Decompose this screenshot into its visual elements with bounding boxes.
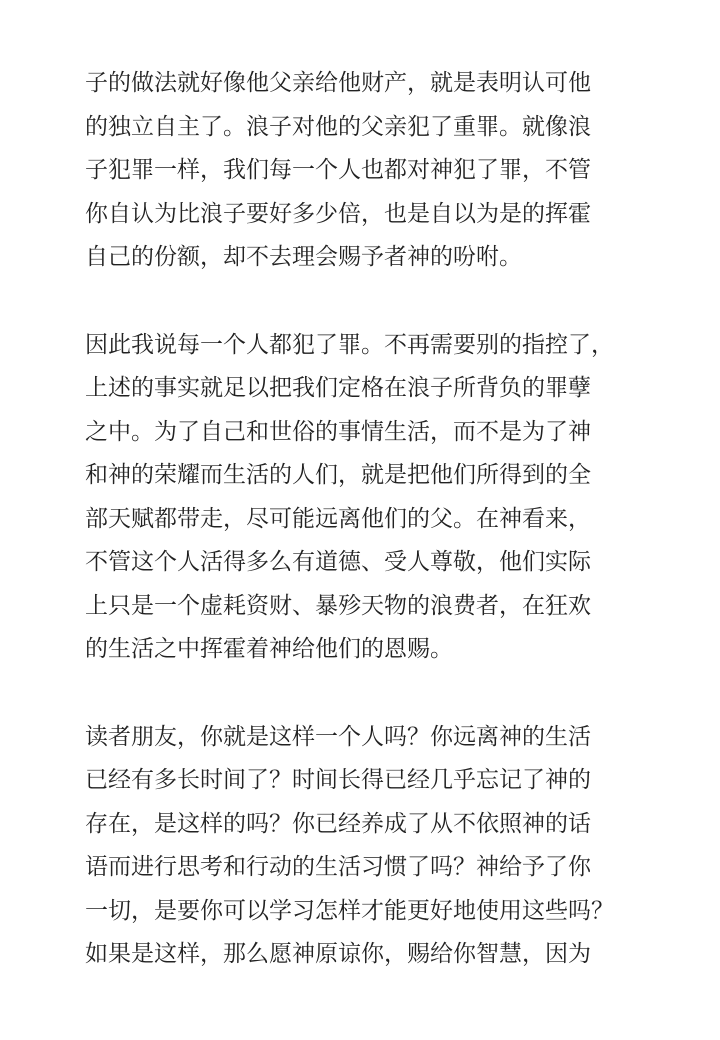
paragraph-1: [85, 62, 645, 280]
paragraph-2: [85, 324, 645, 672]
text-line: 自己的份额，却不去理会赐予者神的吩咐。: [85, 244, 522, 270]
text-line: 之中。为了自己和世俗的事情生活，而不是为了神: [85, 418, 591, 445]
text-line: 因此我说每一个人都犯了罪。不再需要别的指控了，: [85, 331, 614, 358]
text-line: 语而进行思考和行动的生活习惯了吗？神给予了你: [85, 854, 591, 880]
text-line: 不管这个人活得多么有道德、受人尊敬，他们实际: [85, 549, 591, 575]
text-line: 的生活之中挥霍着神给他们的恩赐。: [85, 636, 453, 662]
document-page: [85, 62, 645, 977]
text-line: 如果是这样，那么愿神原谅你，赐给你智慧，因为: [85, 941, 591, 967]
text-line: 子犯罪一样，我们每一个人也都对神犯了罪，不管: [85, 157, 591, 183]
paragraph-spacer: [85, 280, 645, 324]
paragraph-spacer: [85, 672, 645, 716]
text-line: 已经有多长时间了？时间长得已经几乎忘记了神的: [85, 767, 591, 793]
paragraph-3: [85, 716, 645, 977]
text-line: 和神的荣耀而生活的人们，就是把他们所得到的全: [85, 462, 591, 488]
text-line: 你自认为比浪子要好多少倍，也是自以为是的挥霍: [85, 200, 591, 227]
text-line: 子的做法就好像他父亲给他财产，就是表明认可他: [85, 70, 591, 96]
text-line: 上只是一个虚耗资财、暴殄天物的浪费者，在狂欢: [85, 592, 591, 619]
text-line: 一切，是要你可以学习怎样才能更好地使用这些吗？: [85, 897, 614, 924]
text-line: 上述的事实就足以把我们定格在浪子所背负的罪孽: [85, 375, 591, 401]
text-line: 的独立自主了。浪子对他的父亲犯了重罪。就像浪: [85, 113, 591, 140]
text-line: 部天赋都带走，尽可能远离他们的父。在神看来，: [85, 505, 591, 532]
text-line: 存在，是这样的吗？你已经养成了从不依照神的话: [85, 810, 591, 837]
text-line: 读者朋友，你就是这样一个人吗？你远离神的生活: [85, 723, 591, 750]
